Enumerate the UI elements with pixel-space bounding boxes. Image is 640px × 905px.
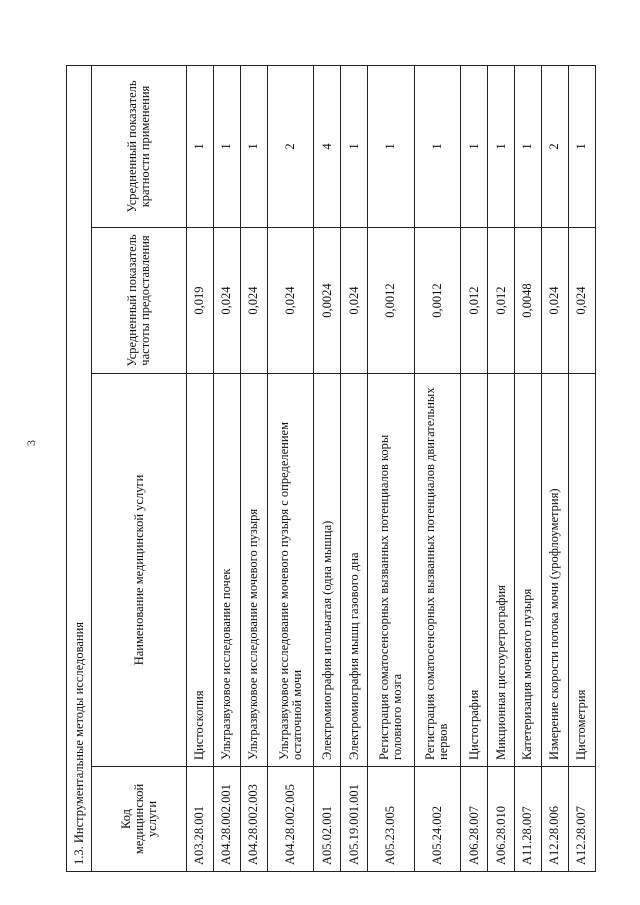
service-multiplicity: 2 (541, 65, 568, 227)
service-frequency: 0,024 (267, 228, 313, 374)
service-code: A05.19.001.001 (341, 767, 368, 872)
table-row (368, 65, 414, 871)
table-header-row (92, 65, 187, 871)
service-name: Микционная цистоуретрография (488, 374, 515, 767)
service-multiplicity: 1 (341, 65, 368, 227)
service-multiplicity: 1 (213, 65, 240, 227)
service-frequency: 0,024 (341, 228, 368, 374)
table-row (488, 65, 515, 871)
service-frequency: 0,012 (488, 228, 515, 374)
service-frequency: 0,0012 (368, 228, 414, 374)
service-code: A05.24.002 (414, 767, 460, 872)
service-multiplicity: 1 (568, 65, 595, 227)
service-name: Измерение скорости потока мочи (урофлоуметрия) (541, 374, 568, 767)
service-multiplicity: 1 (187, 65, 214, 227)
header-code: Код медицинской услуги (92, 767, 187, 872)
header-name: Наименование медицинской услуги (92, 374, 187, 767)
table-row (314, 65, 341, 871)
document-page (66, 66, 596, 872)
service-frequency: 0,024 (541, 228, 568, 374)
table-body (187, 65, 596, 871)
service-code: A06.28.010 (488, 767, 515, 872)
service-name: Цистоскопия (187, 374, 214, 767)
section-title: 1.3. Инструментальные методы исследования (67, 65, 92, 871)
service-code: A05.02.001 (314, 767, 341, 872)
table-row (541, 65, 568, 871)
table-row (240, 65, 267, 871)
service-code: A04.28.002.001 (213, 767, 240, 872)
service-frequency: 0,024 (213, 228, 240, 374)
table-row (414, 65, 460, 871)
service-name: Катетеризация мочевого пузыря (514, 374, 541, 767)
table-row (341, 65, 368, 871)
table-row (187, 65, 214, 871)
service-frequency: 0,019 (187, 228, 214, 374)
service-frequency: 0,0024 (314, 228, 341, 374)
service-multiplicity: 1 (414, 65, 460, 227)
service-name: Электромиография мышц газового дна (341, 374, 368, 767)
service-multiplicity: 1 (514, 65, 541, 227)
service-code: A05.23.005 (368, 767, 414, 872)
service-multiplicity: 2 (267, 65, 313, 227)
table-row (267, 65, 313, 871)
service-frequency: 0,0048 (514, 228, 541, 374)
service-multiplicity: 1 (368, 65, 414, 227)
service-code: A12.28.006 (541, 767, 568, 872)
table-row (514, 65, 541, 871)
service-name: Электромиография игольчатая (одна мышца) (314, 374, 341, 767)
service-code: A03.28.001 (187, 767, 214, 872)
service-code: A04.28.002.005 (267, 767, 313, 872)
service-multiplicity: 1 (461, 65, 488, 227)
service-code: A04.28.002.003 (240, 767, 267, 872)
service-name: Ультразвуковое исследование мочевого пузыря с определением остаточной мочи (267, 374, 313, 767)
service-frequency: 0,0012 (414, 228, 460, 374)
service-frequency: 0,024 (240, 228, 267, 374)
table-row (461, 65, 488, 871)
service-multiplicity: 1 (488, 65, 515, 227)
services-table (66, 65, 596, 872)
table-row (568, 65, 595, 871)
service-name: Регистрация соматосенсорных вызванных потенциалов двигательных нервов (414, 374, 460, 767)
service-name: Ультразвуковое исследование мочевого пузыря (240, 374, 267, 767)
table-row (213, 65, 240, 871)
service-name: Цистометрия (568, 374, 595, 767)
service-code: A11.28.007 (514, 767, 541, 872)
service-name: Регистрация соматосенсорных вызванных потенциалов коры головного мозга (368, 374, 414, 767)
service-code: A12.28.007 (568, 767, 595, 872)
header-frequency: Усредненный показатель частоты предоставления (92, 228, 187, 374)
service-multiplicity: 1 (240, 65, 267, 227)
header-multiplicity: Усредненный показатель кратности применения (92, 65, 187, 227)
service-code: A06.28.007 (461, 767, 488, 872)
service-name: Цистография (461, 374, 488, 767)
service-name: Ультразвуковое исследование почек (213, 374, 240, 767)
service-frequency: 0,024 (568, 228, 595, 374)
page-number: 3 (24, 440, 38, 446)
service-multiplicity: 4 (314, 65, 341, 227)
service-frequency: 0,012 (461, 228, 488, 374)
